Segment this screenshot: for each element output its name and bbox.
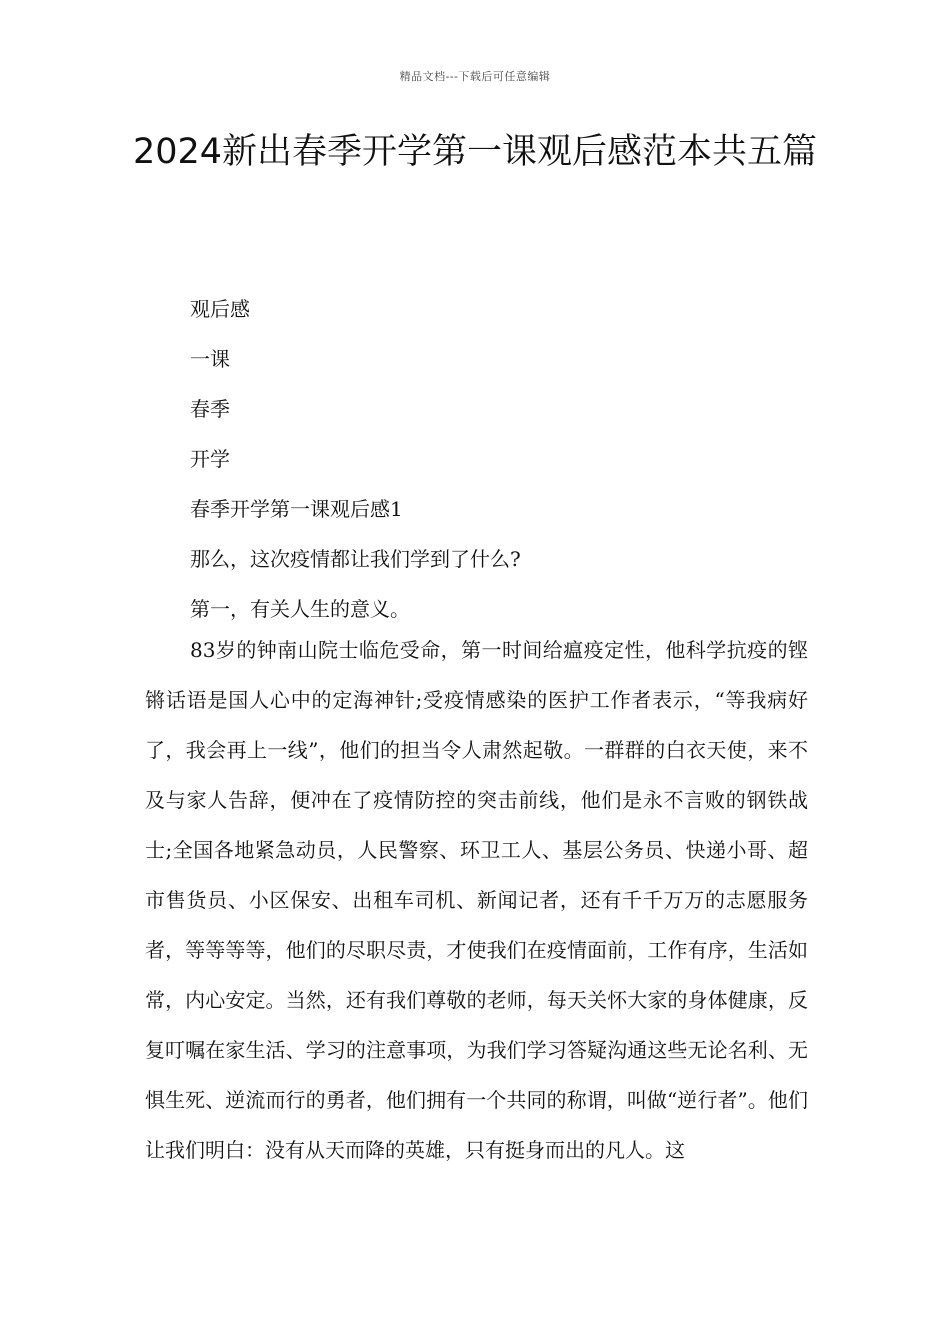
body-paragraph: 83岁的钟南山院士临危受命，第一时间给瘟疫定性，他科学抗疫的铿锵话语是国人心中的定海神针;受疫情感染的医护工作者表示，“等我病好了，我会再上一线”，他们的担当令人肃然起敬。一群群的白衣天使，来不及与家人告辞，便冲在了疫情防控的突击前线，他们是永不言败的钢铁战士;全国各地紧急动员，人民警察、环卫工人、基层公务员、快递小哥、超市售货员、小区保安、出租车司机、新闻记者，还有千千万万的志愿服务者，等等等等，他们的尽职尽责，才使我们在疫情面前，工作有序，生活如常，内心安定。当然，还有我们尊敬的老师，每天关怀大家的身体健康，反复叮嘱在家生活、学习的注意事项，为我们学习答疑沟通这些无论名利、无惧生死、逆流而行的勇者，他们拥有一个共同的称谓，叫做“逆行者”。他们让我们明白：没有从天而降的英雄，只有挺身而出的凡人。这 bbox=[145, 638, 808, 1162]
short-line: 一课 bbox=[190, 347, 230, 371]
section-heading: 春季开学第一课观后感1 bbox=[190, 497, 403, 521]
short-line: 那么，这次疫情都让我们学到了什么? bbox=[190, 547, 521, 571]
short-line: 春季 bbox=[190, 397, 230, 421]
header-note: 精品文档---下载后可任意编辑 bbox=[399, 70, 551, 83]
document-title: 2024新出春季开学第一课观后感范本共五篇 bbox=[132, 132, 818, 172]
short-line: 观后感 bbox=[190, 297, 250, 321]
short-line: 第一，有关人生的意义。 bbox=[190, 597, 410, 621]
short-lines-block bbox=[190, 284, 810, 634]
short-line: 开学 bbox=[190, 447, 230, 471]
